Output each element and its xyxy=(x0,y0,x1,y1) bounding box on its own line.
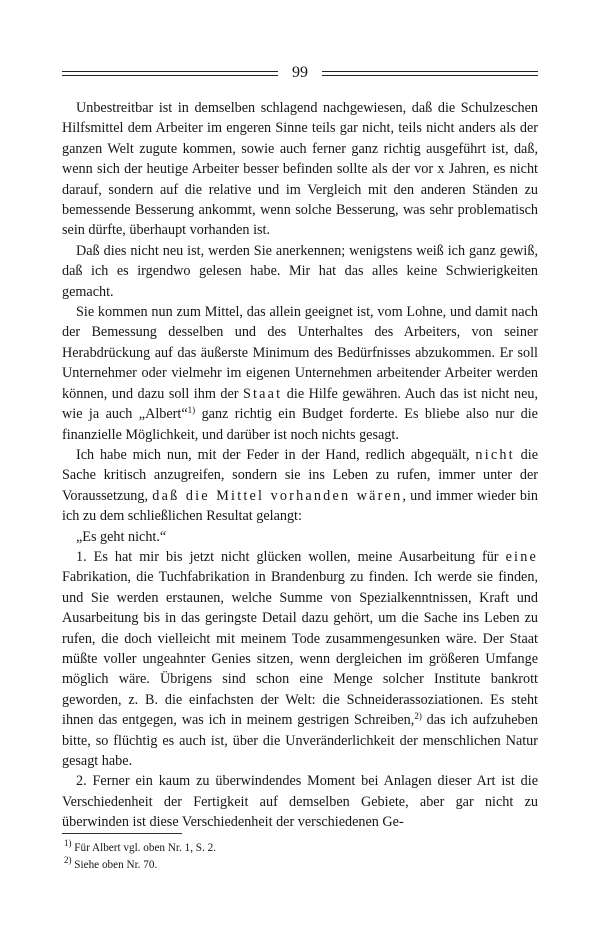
text-run: Ich habe mich nun, mit der Feder in der Hand, redlich abgequält, xyxy=(76,446,476,463)
paragraph xyxy=(62,98,538,241)
text-run: 1. Es hat mir bis jetzt nicht glücken wollen, meine Ausarbeitung für xyxy=(76,548,506,565)
paragraph xyxy=(62,241,538,302)
emphasis-spaced: Staat xyxy=(242,385,283,402)
text-run: Unbestreitbar ist in demselben schlagend nachgewiesen, daß die Schulzeschen Hilfsmittel dem Arbeiter im engeren Sinne teils gar nicht, teils nicht anders als der ganzen Welt zugute kommen, sowie auch ferner ganz richtig ausgeführt ist, daß, wenn sich der heutige Arbeiter besser befinden sollte als der vor x Jahren, es nicht darauf, sondern auf die relative und im Vergleich mit den anderen Ständen zu bemessende Besserung ankommt, wenn solche Besserung, was sehr problematisch sein dürfte, überhaupt vorhanden ist. xyxy=(62,100,538,239)
paragraph xyxy=(62,445,538,527)
text-run: die Hilfe gewähren. Auch das ist nicht neu, wie ja auch „Albert“ xyxy=(62,385,539,423)
text-run: „Es geht nicht.“ xyxy=(76,528,167,545)
text-run: das ich aufzuheben bitte, so flüchtig es auch ist, über die Unveränderlichkeit der menschlichen Natur gesagt habe. xyxy=(62,712,538,769)
footnote-text: Für Albert vgl. oben Nr. 1, S. 2. xyxy=(71,842,217,854)
header-rule-left xyxy=(62,71,278,76)
page-header xyxy=(62,62,538,84)
text-run: die Sache kritisch anzugreifen, sondern sie ins Leben zu rufen, immer unter der Voraussetzung, xyxy=(62,446,538,504)
text-run: Sie kommen nun zum Mittel, das allein geeignet ist, vom Lohne, und damit nach der Bemessung desselben und des Unterhaltes des Arbeiters, von seiner Herabdrückung auf das äußerste Minimum des Bedürfnisses abzukommen. Er soll Unternehmer oder vielmehr im eigenen Unternehmen arbeitender Arbeiter werden können, und dazu soll ihm der xyxy=(62,304,538,402)
footnote xyxy=(62,840,538,857)
footnote-text: Siehe oben Nr. 70. xyxy=(71,859,158,871)
footnotes xyxy=(62,834,538,874)
paragraph xyxy=(62,527,538,547)
footnote-mark: 2) xyxy=(64,855,72,865)
footnote xyxy=(62,857,538,874)
footnote-reference: 2) xyxy=(414,711,422,722)
book-page xyxy=(62,62,538,833)
paragraph xyxy=(62,547,538,771)
text-run: 2. Ferner ein kaum zu überwindendes Moment bei Anlagen dieser Art ist die Verschiedenheit der Fertigkeit auf demselben Gebiete, aber gar nicht zu überwinden ist diese Verschiedenheit der verschiedenen Ge- xyxy=(62,773,538,831)
header-rule-right xyxy=(322,71,538,76)
footnote-mark: 1) xyxy=(64,838,72,848)
text-run: , und immer wieder bin ich zu dem schließlichen Resultat gelangt: xyxy=(62,487,539,525)
paragraph xyxy=(62,302,538,445)
text-run: Fabrikation, die Tuchfabrikation in Brandenburg zu finden. Ich werde sie finden, und Sie werden erstaunen, welche Summe von Spezialkenntnissen, Kraft und Ausarbeitung bis in das geringste Detail dazu gehört, um die Sache ins Leben zu rufen, die doch vielleicht mit meinem Tode zusammengesunken wäre. Der Staat müßte voller ungeahnter Genies sitzen, wenn dergleichen im größeren Umfange möglich wäre. Übrigens sind schon eine Menge solcher Institute bankrott geworden, z. B. die einfachsten der Welt: die Schneiderassoziationen. Es steht ihnen das entgegen, was ich in meinem gestrigen Schreiben, xyxy=(62,569,538,729)
emphasis-spaced: eine xyxy=(505,548,538,565)
page-number: 99 xyxy=(292,64,308,81)
paragraph xyxy=(62,771,538,832)
text-run: Daß dies nicht neu ist, werden Sie anerkennen; wenigstens weiß ich ganz gewiß, daß ich es irgendwo gelesen habe. Mir hat das alles keine Schwierigkeiten gemacht. xyxy=(62,242,538,300)
emphasis-spaced: nicht xyxy=(475,446,515,463)
footnote-reference: 1) xyxy=(187,405,196,416)
emphasis-spaced: daß die Mittel vorhanden wären xyxy=(152,487,403,504)
text-run: ganz richtig ein Budget forderte. Es bliebe also nur die finanzielle Möglichkeit, und darüber ist noch nichts gesagt. xyxy=(62,406,538,443)
body-text xyxy=(62,98,538,833)
